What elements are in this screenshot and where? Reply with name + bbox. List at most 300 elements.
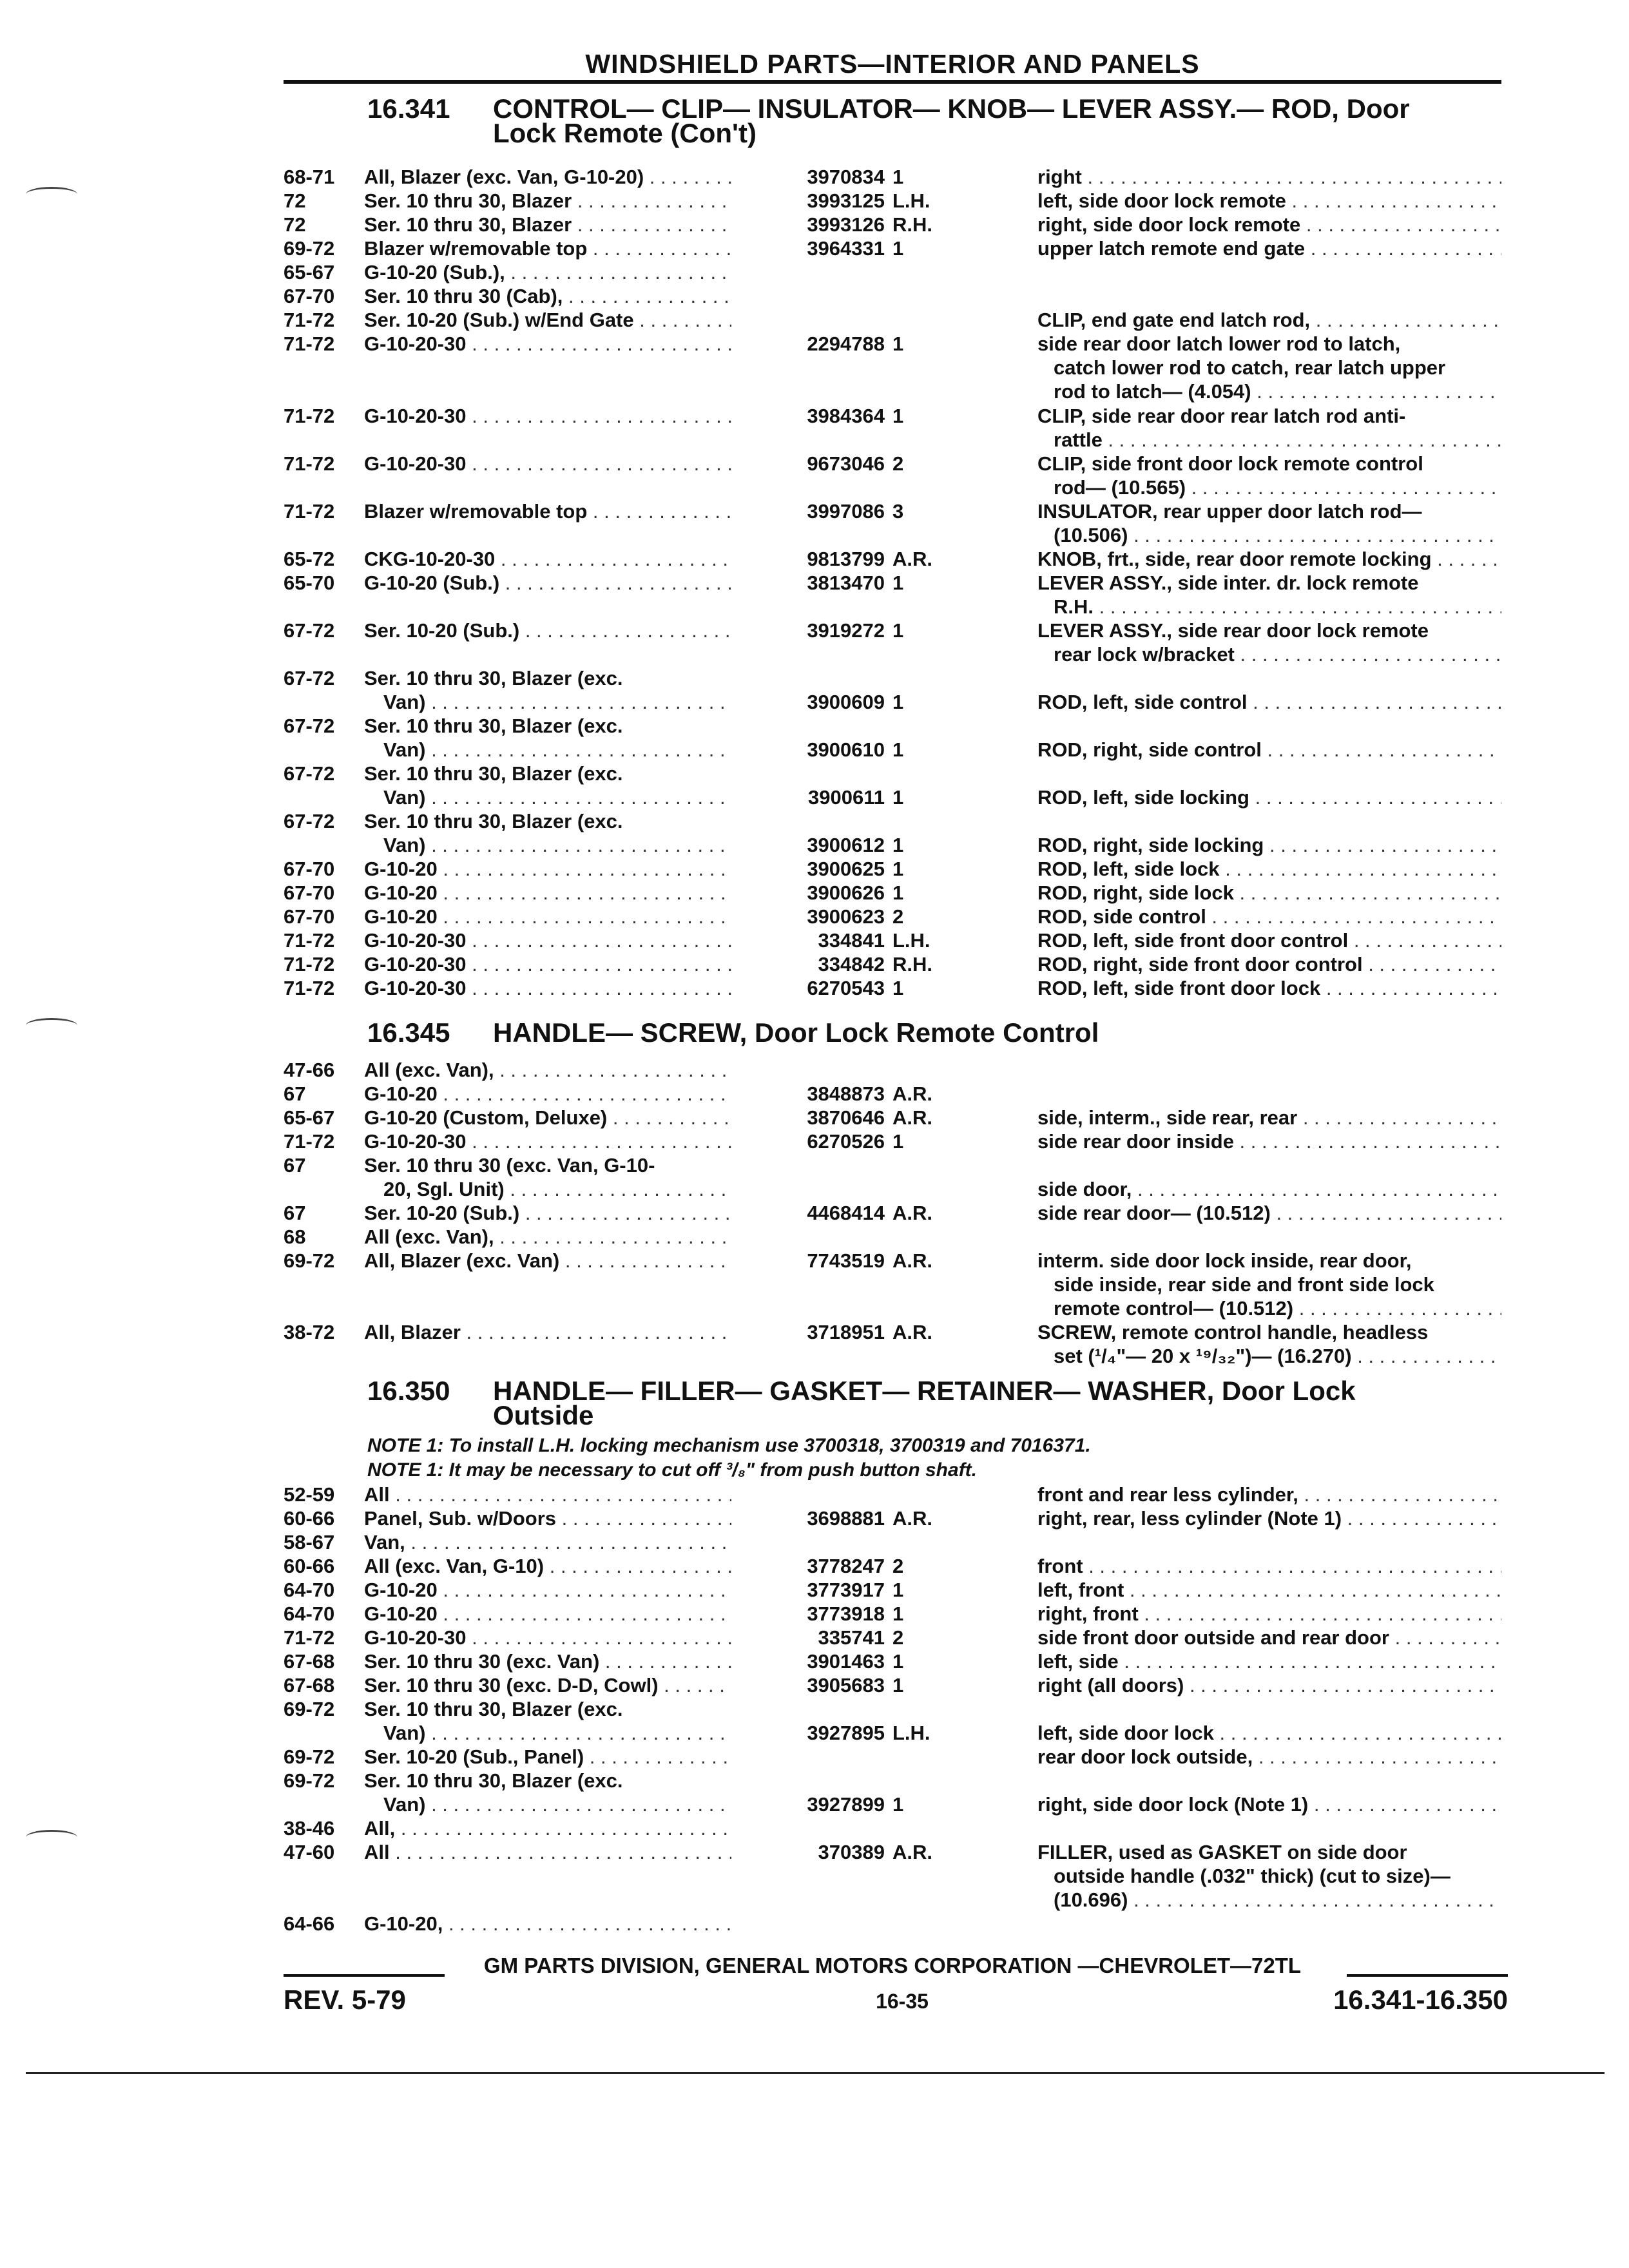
description: [1037, 1745, 1501, 1769]
model-line: G-10-20-30 . . .: [364, 1129, 731, 1153]
description: [1037, 165, 1501, 189]
quantity: A.R.: [892, 548, 932, 570]
quantity: A.R.: [892, 1082, 932, 1105]
year-range: 64-66: [284, 1912, 335, 1935]
model-application: [364, 1153, 731, 1201]
description-line: right (all doors) . . .: [1037, 1673, 1501, 1697]
section-title: CONTROL— CLIP— INSULATOR— KNOB— LEVER ASSY.— ROD, Door: [493, 93, 1410, 124]
model-line: 20, Sgl. Unit) . . .: [364, 1177, 731, 1201]
section-number: 16.350: [367, 1376, 450, 1406]
year-range: 71-72: [284, 452, 335, 475]
part-number: 3993125: [807, 189, 885, 212]
model-line: All . . .: [364, 1840, 731, 1864]
quantity: A.R.: [892, 1841, 932, 1863]
year-range: 71-72: [284, 500, 335, 523]
year-range: 68-71: [284, 166, 335, 188]
model-application: [364, 1225, 731, 1249]
model-line: Ser. 10 thru 30, Blazer . . .: [364, 189, 731, 213]
footer-publisher: GM PARTS DIVISION, GENERAL MOTORS CORPORATION —CHEVROLET—72TL: [483, 1954, 1302, 1977]
section-title-continued: Outside: [493, 1400, 594, 1430]
year-range: 69-72: [284, 1698, 335, 1720]
part-number: 3900625: [807, 858, 885, 880]
description-line: FILLER, used as GASKET on side door: [1037, 1841, 1407, 1863]
description-line: right, side door lock (Note 1) . . .: [1037, 1792, 1501, 1816]
model-application: [364, 236, 731, 260]
quantity: 1: [892, 834, 904, 856]
part-number: 3984364: [807, 405, 885, 427]
description: [1037, 619, 1501, 666]
quantity: 2: [892, 1555, 904, 1577]
description: [1037, 571, 1501, 619]
part-number: 3905683: [807, 1674, 885, 1696]
model-line: All . . .: [364, 1483, 731, 1506]
model-application: [364, 547, 731, 571]
model-application: [364, 762, 731, 809]
part-number: 334842: [818, 953, 885, 975]
year-range: 71-72: [284, 309, 335, 331]
model-line: G-10-20-30 . . .: [364, 928, 731, 952]
quantity: L.H.: [892, 1722, 930, 1744]
year-range: 47-60: [284, 1841, 335, 1863]
description-line: ROD, left, side control . . .: [1037, 690, 1501, 714]
description-line: ROD, right, side front door control . . .: [1037, 952, 1501, 976]
description-line: right, rear, less cylinder (Note 1) . . .: [1037, 1506, 1501, 1530]
year-range: 38-46: [284, 1817, 335, 1840]
model-line: Ser. 10 thru 30, Blazer (exc.: [364, 810, 623, 832]
description: [1037, 213, 1501, 236]
bottom-rule: [26, 2072, 1605, 2074]
year-range: 67-72: [284, 762, 335, 785]
year-range: 67-70: [284, 858, 335, 880]
model-line: G-10-20 . . .: [364, 857, 731, 881]
model-line: Van) . . .: [364, 738, 731, 762]
description: [1037, 236, 1501, 260]
quantity: R.H.: [892, 953, 932, 975]
model-application: [364, 1745, 731, 1769]
description-line: ROD, left, side front door control . . .: [1037, 928, 1501, 952]
description-line: left, front . . .: [1037, 1578, 1501, 1602]
model-line: Blazer w/removable top . . .: [364, 236, 731, 260]
year-range: 72: [284, 213, 306, 236]
model-line: G-10-20-30 . . .: [364, 332, 731, 356]
description-line: (10.696) . . .: [1037, 1888, 1501, 1912]
model-application: [364, 1769, 731, 1816]
part-number: 3848873: [807, 1082, 885, 1105]
model-application: [364, 1483, 731, 1506]
description: [1037, 1840, 1501, 1912]
description-line: side rear door inside . . .: [1037, 1129, 1501, 1153]
description: [1037, 1649, 1501, 1673]
description-line: LEVER ASSY., side rear door lock remote: [1037, 619, 1429, 642]
description-line: side door, . . .: [1037, 1177, 1501, 1201]
description-line: (10.506) . . .: [1037, 523, 1501, 547]
section-range: 16.341-16.350: [1333, 1984, 1508, 2015]
quantity: L.H.: [892, 189, 930, 212]
description: [1037, 1129, 1501, 1153]
year-range: 69-72: [284, 237, 335, 260]
description-line: rear lock w/bracket . . .: [1037, 642, 1501, 666]
model-application: [364, 714, 731, 762]
quantity: 1: [892, 881, 904, 904]
description: [1037, 1554, 1501, 1578]
model-application: [364, 1578, 731, 1602]
part-number: 3927899: [807, 1793, 885, 1816]
year-range: 67-70: [284, 285, 335, 307]
model-line: Ser. 10-20 (Sub., Panel) . . .: [364, 1745, 731, 1769]
model-line: Van) . . .: [364, 833, 731, 857]
model-line: Ser. 10 thru 30 (exc. Van) . . .: [364, 1649, 731, 1673]
year-range: 68: [284, 1225, 306, 1248]
model-line: Van) . . .: [364, 690, 731, 714]
part-number: 3900623: [807, 905, 885, 928]
description: [1037, 1201, 1501, 1225]
description: [1037, 857, 1501, 881]
part-number: 7743519: [807, 1249, 885, 1272]
part-number: 6270543: [807, 977, 885, 999]
description-line: side inside, rear side and front side lock: [1054, 1273, 1434, 1296]
model-line: G-10-20 . . .: [364, 905, 731, 928]
description-line: ROD, right, side locking . . .: [1037, 833, 1501, 857]
model-line: G-10-20-30 . . .: [364, 404, 731, 428]
model-application: [364, 952, 731, 976]
year-range: 67-68: [284, 1650, 335, 1673]
quantity: 1: [892, 858, 904, 880]
model-line: Ser. 10-20 (Sub.) w/End Gate . . .: [364, 308, 731, 332]
year-range: 71-72: [284, 332, 335, 355]
model-application: [364, 308, 731, 332]
section-number: 16.345: [367, 1017, 450, 1048]
description-line: outside handle (.032" thick) (cut to size)—: [1054, 1865, 1451, 1887]
quantity: 2: [892, 1626, 904, 1649]
description-line: left, side door lock remote . . .: [1037, 189, 1501, 213]
model-application: [364, 284, 731, 308]
part-number: 3901463: [807, 1650, 885, 1673]
description-line: left, side door lock . . .: [1037, 1721, 1501, 1745]
year-range: 64-70: [284, 1602, 335, 1625]
model-application: [364, 1506, 731, 1530]
model-application: [364, 332, 731, 356]
description-line: SCREW, remote control handle, headless: [1037, 1321, 1429, 1343]
description-line: CLIP, side rear door rear latch rod anti-: [1037, 405, 1406, 427]
description-line: front . . .: [1037, 1554, 1501, 1578]
model-application: [364, 1320, 731, 1344]
description: [1037, 952, 1501, 976]
quantity: A.R.: [892, 1202, 932, 1224]
description-line: R.H. . . .: [1037, 595, 1501, 619]
model-line: All, . . .: [364, 1816, 731, 1840]
section-heading-16-350: [367, 1376, 1356, 1430]
year-range: 60-66: [284, 1555, 335, 1577]
description: [1037, 714, 1501, 762]
model-application: [364, 452, 731, 476]
year-range: 67-72: [284, 810, 335, 832]
punch-hole-mark: [26, 1018, 77, 1033]
description-line: ROD, right, side lock . . .: [1037, 881, 1501, 905]
description: [1037, 1153, 1501, 1201]
model-application: [364, 1912, 731, 1936]
description-line: rattle . . .: [1037, 428, 1501, 452]
year-range: 71-72: [284, 953, 335, 975]
model-line: Ser. 10 thru 30, Blazer (exc.: [364, 667, 623, 689]
description-line: side rear door— (10.512) . . .: [1037, 1201, 1501, 1225]
part-number: 3698881: [807, 1507, 885, 1530]
quantity: 2: [892, 905, 904, 928]
model-application: [364, 1649, 731, 1673]
description-line: [1037, 1697, 1501, 1721]
year-range: 69-72: [284, 1249, 335, 1272]
description: [1037, 332, 1501, 403]
quantity: A.R.: [892, 1106, 932, 1129]
model-line: G-10-20-30 . . .: [364, 452, 731, 476]
model-application: [364, 189, 731, 213]
quantity: 1: [892, 619, 904, 642]
description-line: side front door outside and rear door . . .: [1037, 1626, 1501, 1649]
model-line: All, Blazer . . .: [364, 1320, 731, 1344]
part-number: 3718951: [807, 1321, 885, 1343]
description-line: [1037, 1769, 1501, 1792]
model-line: Ser. 10 thru 30, Blazer (exc.: [364, 715, 623, 737]
quantity: 3: [892, 500, 904, 523]
quantity: 2: [892, 452, 904, 475]
model-line: All, Blazer (exc. Van) . . .: [364, 1249, 731, 1273]
description: [1037, 762, 1501, 809]
description-line: right, side door lock remote . . .: [1037, 213, 1501, 236]
description-line: ROD, left, side lock . . .: [1037, 857, 1501, 881]
model-line: Ser. 10 thru 30, Blazer (exc.: [364, 762, 623, 785]
part-number: 3970834: [807, 166, 885, 188]
quantity: L.H.: [892, 929, 930, 952]
part-number: 4468414: [807, 1202, 885, 1224]
year-range: 67: [284, 1082, 306, 1105]
model-application: [364, 1082, 731, 1106]
model-application: [364, 1129, 731, 1153]
model-application: [364, 666, 731, 714]
part-number: 3927895: [807, 1722, 885, 1744]
year-range: 52-59: [284, 1483, 335, 1506]
model-line: All, Blazer (exc. Van, G-10-20) . . .: [364, 165, 731, 189]
model-line: Ser. 10-20 (Sub.) . . .: [364, 1201, 731, 1225]
quantity: 1: [892, 332, 904, 355]
title-rule: [284, 80, 1501, 84]
model-application: [364, 857, 731, 881]
model-line: Van) . . .: [364, 785, 731, 809]
model-application: [364, 1840, 731, 1864]
model-line: G-10-20-30 . . .: [364, 952, 731, 976]
model-application: [364, 404, 731, 428]
description: [1037, 452, 1501, 499]
year-range: 67: [284, 1202, 306, 1224]
quantity: 1: [892, 786, 904, 809]
year-range: 71-72: [284, 1130, 335, 1153]
year-range: 67-72: [284, 619, 335, 642]
model-application: [364, 976, 731, 1000]
model-line: Ser. 10-20 (Sub.) . . .: [364, 619, 731, 642]
description: [1037, 905, 1501, 928]
description-line: right, front . . .: [1037, 1602, 1501, 1626]
model-application: [364, 809, 731, 857]
model-application: [364, 499, 731, 523]
model-line: G-10-20-30 . . .: [364, 976, 731, 1000]
description-line: upper latch remote end gate . . .: [1037, 236, 1501, 260]
description: [1037, 1249, 1501, 1320]
model-application: [364, 1626, 731, 1649]
description-line: ROD, side control . . .: [1037, 905, 1501, 928]
part-number: 3900626: [807, 881, 885, 904]
part-number: 335741: [818, 1626, 885, 1649]
model-line: All (exc. Van), . . .: [364, 1225, 731, 1249]
model-line: CKG-10-20-30 . . .: [364, 547, 731, 571]
description: [1037, 666, 1501, 714]
model-line: Ser. 10 thru 30 (exc. D-D, Cowl) . . .: [364, 1673, 731, 1697]
quantity: 1: [892, 1793, 904, 1816]
quantity: 1: [892, 1674, 904, 1696]
part-number: 9673046: [807, 452, 885, 475]
description-line: catch lower rod to catch, rear latch upper: [1054, 356, 1446, 379]
description-line: right . . .: [1037, 165, 1501, 189]
description: [1037, 1320, 1501, 1368]
description: [1037, 976, 1501, 1000]
description-line: left, side . . .: [1037, 1649, 1501, 1673]
description-line: INSULATOR, rear upper door latch rod—: [1037, 500, 1422, 523]
model-line: Blazer w/removable top . . .: [364, 499, 731, 523]
year-range: 67: [284, 1154, 306, 1177]
part-number: 3870646: [807, 1106, 885, 1129]
part-number: 3773917: [807, 1579, 885, 1601]
model-application: [364, 1673, 731, 1697]
description-line: [1037, 809, 1501, 833]
part-number: 3997086: [807, 500, 885, 523]
year-range: 38-72: [284, 1321, 335, 1343]
description-line: front and rear less cylinder, . . .: [1037, 1483, 1501, 1506]
part-number: 370389: [818, 1841, 885, 1863]
model-application: [364, 1530, 731, 1554]
model-line: Ser. 10 thru 30, Blazer . . .: [364, 213, 731, 236]
description: [1037, 404, 1501, 452]
description-line: CLIP, end gate end latch rod, . . .: [1037, 308, 1501, 332]
quantity: 1: [892, 1579, 904, 1601]
model-line: G-10-20 . . .: [364, 881, 731, 905]
quantity: 1: [892, 166, 904, 188]
model-application: [364, 1106, 731, 1129]
description-line: rod to latch— (4.054) . . .: [1037, 380, 1501, 403]
model-application: [364, 1816, 731, 1840]
description: [1037, 547, 1501, 571]
description-line: interm. side door lock inside, rear door,: [1037, 1249, 1412, 1272]
model-application: [364, 619, 731, 642]
description-line: side, interm., side rear, rear . . .: [1037, 1106, 1501, 1129]
year-range: 58-67: [284, 1531, 335, 1553]
description-line: KNOB, frt., side, rear door remote locking . . .: [1037, 547, 1501, 571]
year-range: 64-70: [284, 1579, 335, 1601]
model-line: All (exc. Van), . . .: [364, 1058, 731, 1082]
model-line: G-10-20 (Sub.), . . .: [364, 260, 731, 284]
year-range: 67-70: [284, 905, 335, 928]
model-line: Ser. 10 thru 30, Blazer (exc.: [364, 1769, 623, 1792]
description-line: ROD, left, side locking . . .: [1037, 785, 1501, 809]
description-line: LEVER ASSY., side inter. dr. lock remote: [1037, 572, 1419, 594]
part-number: 6270526: [807, 1130, 885, 1153]
quantity: 1: [892, 1602, 904, 1625]
year-range: 69-72: [284, 1769, 335, 1792]
model-line: Ser. 10 thru 30 (exc. Van, G-10-: [364, 1154, 655, 1177]
quantity: 1: [892, 1650, 904, 1673]
year-range: 67-72: [284, 667, 335, 689]
section-number: 16.341: [367, 93, 450, 124]
description: [1037, 809, 1501, 857]
part-number: 2294788: [807, 332, 885, 355]
quantity: 1: [892, 405, 904, 427]
quantity: 1: [892, 738, 904, 761]
year-range: 71-72: [284, 405, 335, 427]
quantity: A.R.: [892, 1507, 932, 1530]
part-number: 9813799: [807, 548, 885, 570]
description-line: ROD, left, side front door lock . . .: [1037, 976, 1501, 1000]
description-line: rod— (10.565) . . .: [1037, 476, 1501, 499]
model-application: [364, 1554, 731, 1578]
year-range: 65-70: [284, 572, 335, 594]
model-line: Van, . . .: [364, 1530, 731, 1554]
year-range: 60-66: [284, 1507, 335, 1530]
quantity: R.H.: [892, 213, 932, 236]
description: [1037, 308, 1501, 332]
year-range: 67-68: [284, 1674, 335, 1696]
section-heading-16-345: [367, 1017, 1099, 1048]
page-number: 16-35: [876, 1990, 929, 2013]
year-range: 65-67: [284, 1106, 335, 1129]
model-line: G-10-20 . . .: [364, 1578, 731, 1602]
section-heading-16-341: [367, 93, 1410, 148]
model-line: G-10-20 (Custom, Deluxe) . . .: [364, 1106, 731, 1129]
quantity: A.R.: [892, 1249, 932, 1272]
description: [1037, 1769, 1501, 1816]
part-number: 3773918: [807, 1602, 885, 1625]
part-number: 3900609: [807, 691, 885, 713]
section-title: HANDLE— SCREW, Door Lock Remote Control: [493, 1017, 1099, 1048]
model-line: Van) . . .: [364, 1792, 731, 1816]
description: [1037, 1673, 1501, 1697]
punch-hole-mark: [26, 1830, 77, 1845]
description: [1037, 1506, 1501, 1530]
part-number: 3964331: [807, 237, 885, 260]
model-line: G-10-20 (Sub.) . . .: [364, 571, 731, 595]
model-application: [364, 571, 731, 595]
description: [1037, 189, 1501, 213]
description: [1037, 1626, 1501, 1649]
year-range: 72: [284, 189, 306, 212]
model-application: [364, 260, 731, 284]
model-application: [364, 165, 731, 189]
model-application: [364, 1697, 731, 1745]
description-line: [1037, 666, 1501, 690]
page-title: WINDSHIELD PARTS—INTERIOR AND PANELS: [585, 49, 1200, 79]
model-application: [364, 1201, 731, 1225]
year-range: 67-72: [284, 715, 335, 737]
note-1: NOTE 1: To install L.H. locking mechanism use 3700318, 3700319 and 7016371.: [367, 1435, 1091, 1456]
description-line: [1037, 1153, 1501, 1177]
quantity: 1: [892, 237, 904, 260]
year-range: 71-72: [284, 977, 335, 999]
quantity: 1: [892, 977, 904, 999]
quantity: 1: [892, 572, 904, 594]
quantity: 1: [892, 1130, 904, 1153]
year-range: 65-72: [284, 548, 335, 570]
model-line: Ser. 10 thru 30, Blazer (exc.: [364, 1698, 623, 1720]
description-line: remote control— (10.512) . . .: [1037, 1296, 1501, 1320]
section-title: HANDLE— FILLER— GASKET— RETAINER— WASHER, Door Lock: [493, 1376, 1356, 1406]
description: [1037, 1697, 1501, 1745]
model-line: Van) . . .: [364, 1721, 731, 1745]
section-title-continued: Lock Remote (Con't): [493, 118, 757, 148]
